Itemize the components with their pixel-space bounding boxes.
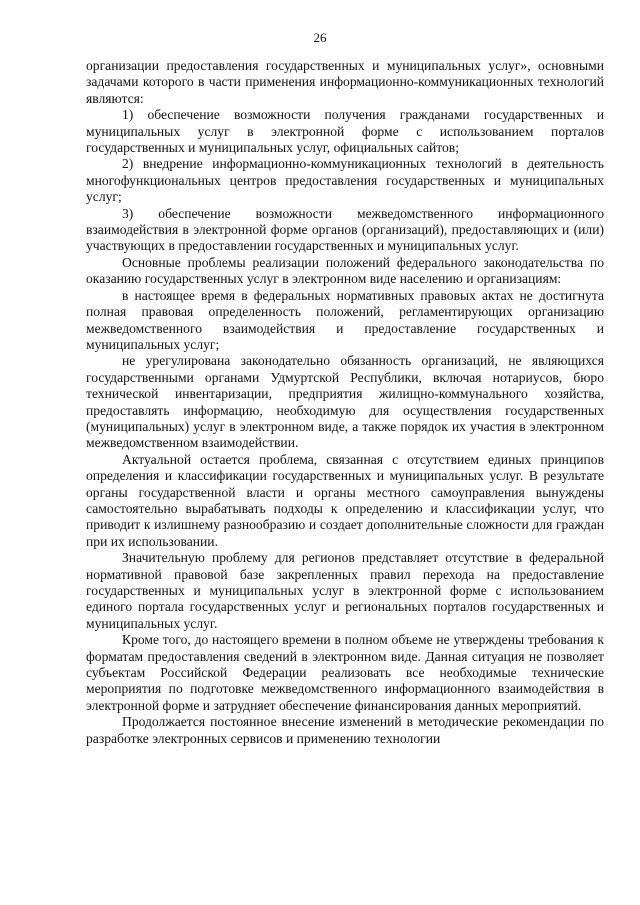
paragraph-1: организации предоставления государственных и муниципальных услуг», основными задачами которого в части применения информационно-коммуникационных технологий являются: [86, 58, 604, 106]
paragraph-2: 1) обеспечение возможности получения гражданами государственных и муниципальных услуг в электронной форме с использованием порталов государственных и муниципальных услуг, официальных сайтов; [86, 107, 604, 156]
paragraph-4: 3) обеспечение возможности межведомственного информационного взаимодействия в электронной форме органов (организаций), предоставляющих и (или) участвующих в предоставлении государственных и муниципальных услуг. [86, 205, 604, 254]
paragraph-3: 2) внедрение информационно-коммуникационных технологий в деятельность многофункциональных центров предоставления государственных и муниципальных услуг; [86, 156, 604, 205]
paragraph-9: Значительную проблему для регионов представляет отсутствие в федеральной нормативной правовой базе закрепленных правил перехода на предоставление государственных и муниципальных услуг в электронной форме с использованием единого портала государственных услуг и региональных порталов государственных и муниципальных услуг. [86, 550, 604, 631]
paragraph-7: не урегулирована законодательно обязанность организаций, не являющихся государственными органами Удмуртской Республики, включая нотариусов, бюро технической инвентаризации, предприятия жилищно-коммунального хозяйства, предоставлять информацию, необходимую для осуществления государственных (муниципальных) услуг в электронном виде, а также порядок их участия в электронном межведомственном взаимодействии. [86, 353, 604, 451]
page-body [86, 58, 604, 747]
page-number: 26 [313, 30, 327, 45]
paragraph-5: Основные проблемы реализации положений федерального законодательства по оказанию государственных услуг в электронном виде населению и организациям: [86, 254, 604, 287]
paragraph-6: в настоящее время в федеральных нормативных правовых актах не достигнута полная правовая определенность положений, регламентирующих организацию межведомственного взаимодействия и предоставление государственных и муниципальных услуг; [86, 287, 604, 352]
paragraph-8: Актуальной остается проблема, связанная с отсутствием единых принципов определения и классификации государственных и муниципальных услуг. В результате органы государственной власти и органы местного самоуправления вынуждены самостоятельно вырабатывать подходы к определению и классификации услуг, что приводит к излишнему разнообразию и создает дополнительные сложности для граждан при их использовании. [86, 451, 604, 549]
paragraph-10: Кроме того, до настоящего времени в полном объеме не утверждены требования к форматам предоставления сведений в электронном виде. Данная ситуация не позволяет субъектам Российской Федерации реализовать все необходимые технические мероприятия по подготовке межведомственного информационного взаимодействия в электронной форме и затрудняет обеспечение финансирования данных мероприятий. [86, 632, 604, 713]
paragraph-11: Продолжается постоянное внесение изменений в методические рекомендации по разработке электронных сервисов и применению технологии [86, 714, 604, 746]
